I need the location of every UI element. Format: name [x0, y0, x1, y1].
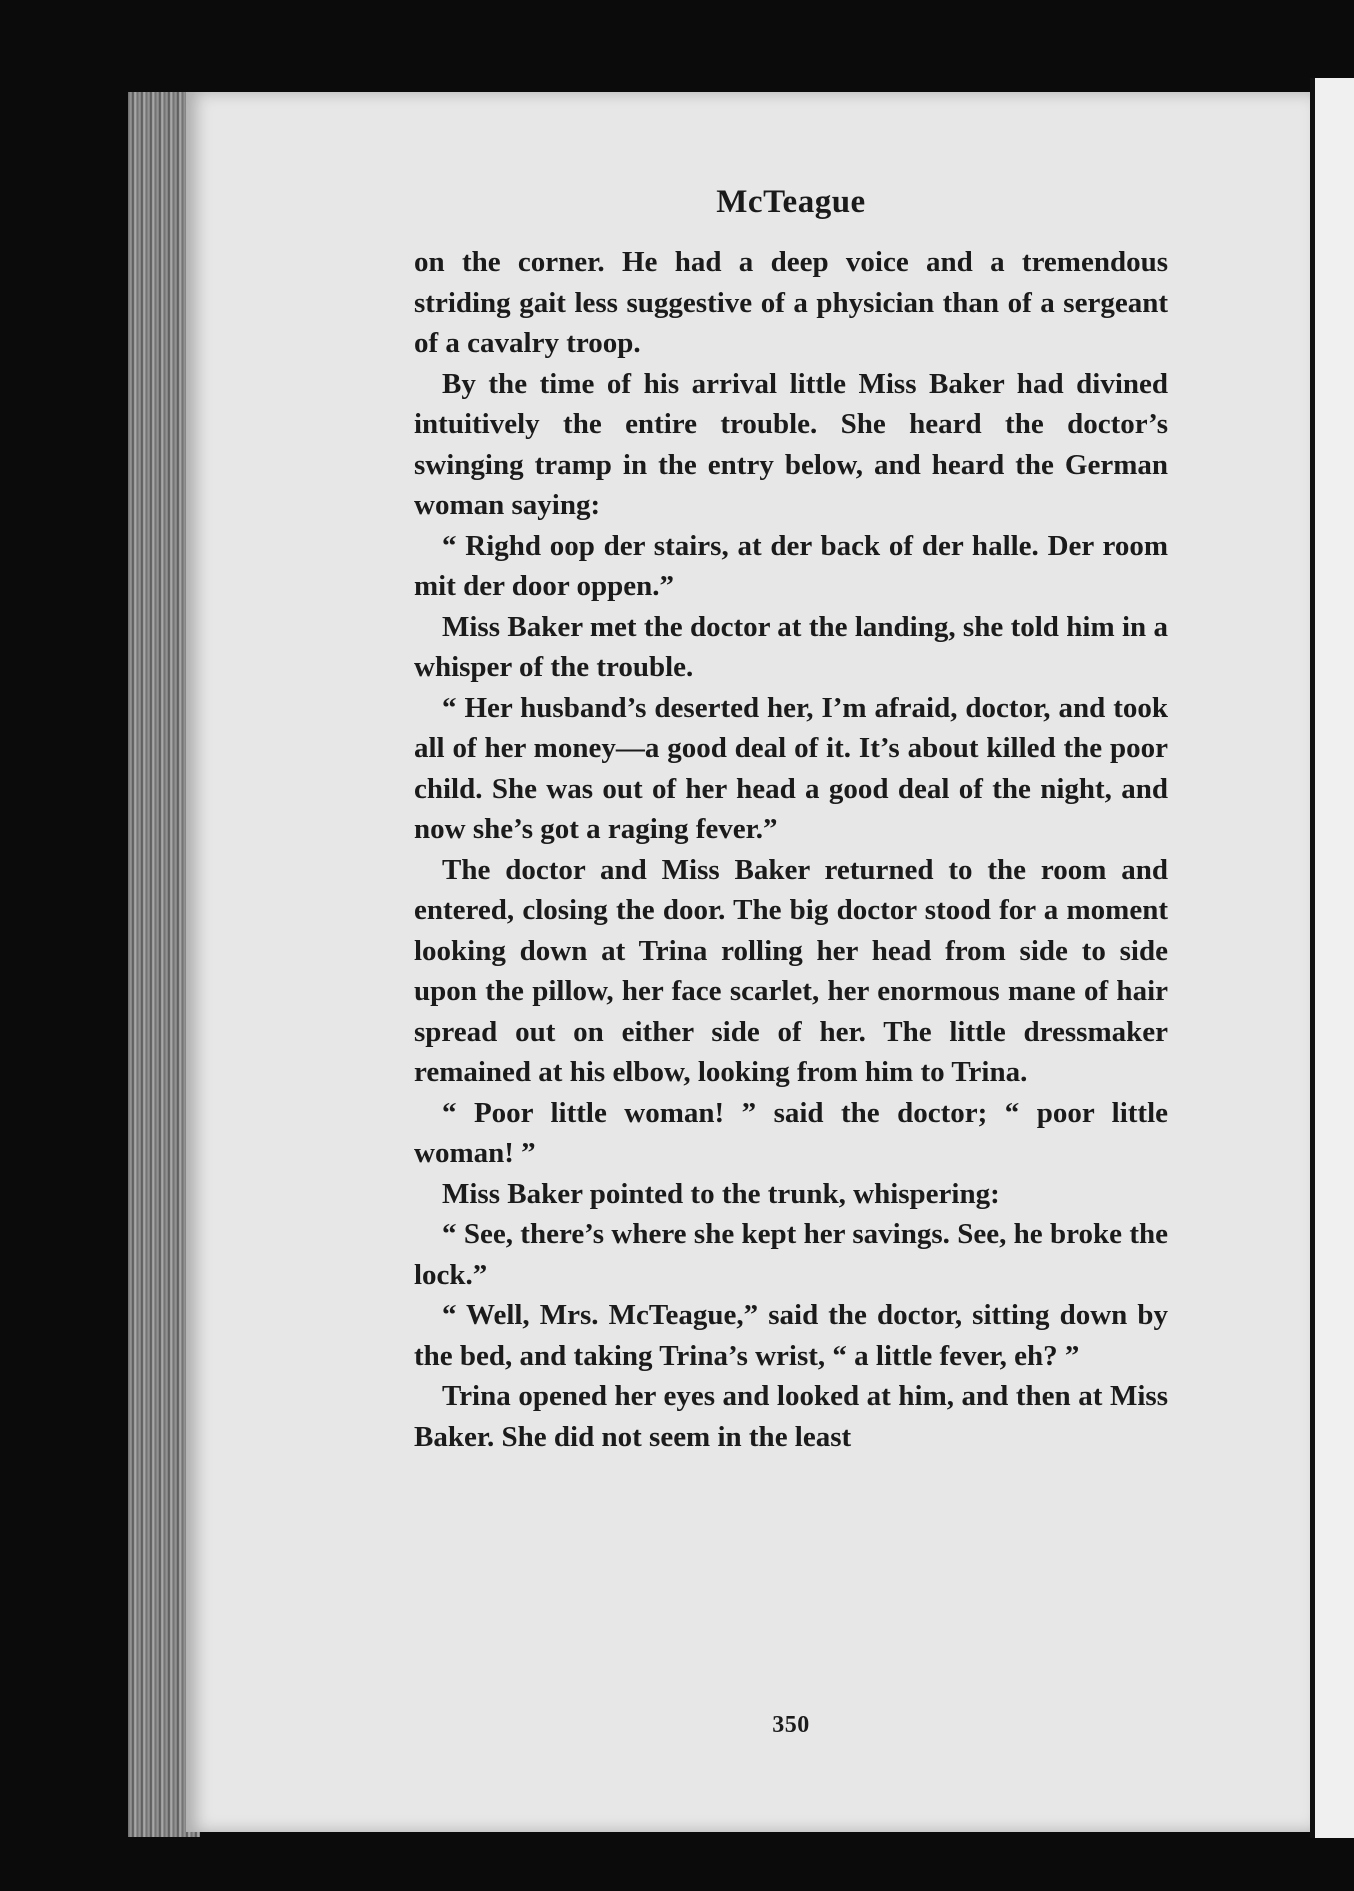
paragraph-continuation: on the corner. He had a deep voice and a tremendous striding gait less suggestive of a physician than of a sergeant of a cavalry troop. — [414, 246, 1168, 359]
paragraph: “ Righd oop der stairs, at der back of der halle. Der room mit der door oppen.” — [414, 529, 1168, 602]
paragraph: “ Well, Mrs. McTeague,” said the doctor, sitting down by the bed, and taking Trina’s wrist, “ a little fever, eh? ” — [414, 1299, 1168, 1372]
paragraph: Miss Baker pointed to the trunk, whispering: — [442, 1177, 1000, 1210]
page-number: 350 — [772, 1712, 810, 1738]
paragraph: By the time of his arrival little Miss Baker had divined intuitively the entire trouble. She heard the doctor’s swinging tramp in the entry below, and heard the German woman saying: — [414, 367, 1168, 521]
facing-page-edge — [1310, 78, 1354, 1838]
paragraph: “ Poor little woman! ” said the doctor; “ poor little woman! ” — [414, 1096, 1168, 1169]
paragraph: Trina opened her eyes and looked at him, and then at Miss Baker. She did not seem in the least — [414, 1380, 1168, 1453]
paragraph: “ See, there’s where she kept her savings. See, he broke the lock.” — [414, 1218, 1168, 1291]
paragraph: “ Her husband’s deserted her, I’m afraid, doctor, and took all of her money—a good deal of it. It’s about killed the poor child. She was out of her head a good deal of the night, and now she’s got a raging fever.” — [414, 691, 1168, 845]
paragraph: Miss Baker met the doctor at the landing, she told him in a whisper of the trouble. — [414, 610, 1168, 683]
paragraph: The doctor and Miss Baker returned to the room and entered, closing the door. The big doctor stood for a moment looking down at Trina rolling her head from side to side upon the pillow, her face scarlet, her enormous mane of hair spread out on either side of her. The little dressmaker remained at his elbow, looking from him to Trina. — [414, 853, 1168, 1088]
running-head: McTeague — [716, 184, 866, 220]
text-block — [414, 182, 1168, 1738]
book-page — [186, 92, 1310, 1832]
